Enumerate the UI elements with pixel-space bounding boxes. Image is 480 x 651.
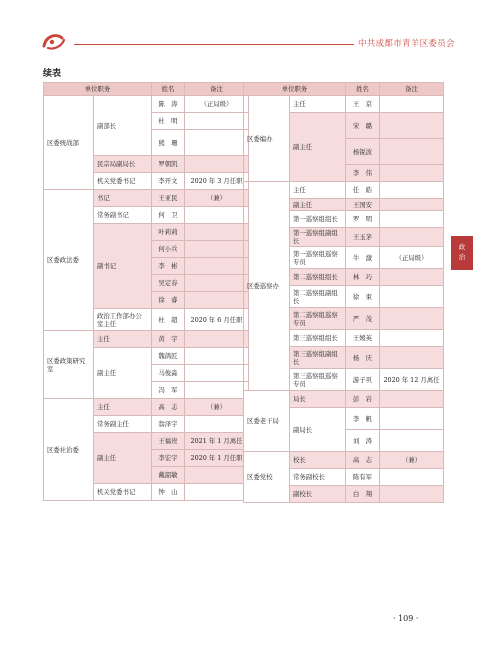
name-cell: 高 志 [346, 452, 380, 469]
name-cell: 陈有军 [346, 469, 380, 486]
table-row [44, 399, 249, 416]
note-cell: 2020 年 12 月离任 [380, 369, 444, 391]
table-row [244, 452, 444, 469]
org-title: 中共成都市青羊区委员会 [358, 39, 455, 49]
name-cell: 熊 珊 [152, 130, 185, 156]
name-cell: 高 志 [152, 399, 185, 416]
name-cell: 李宏宇 [152, 450, 185, 467]
name-cell: 李开文 [152, 173, 185, 190]
name-cell: 牛 激 [346, 247, 380, 269]
left-roster-table [43, 82, 249, 501]
name-cell: 吴定春 [152, 275, 185, 292]
table-row [44, 96, 249, 113]
table-row [244, 182, 444, 199]
name-cell: 马俊淼 [152, 365, 185, 382]
table-row [244, 96, 444, 113]
name-cell: 魏鸽匠 [152, 348, 185, 365]
name-cell: 何小兵 [152, 241, 185, 258]
note-cell: （正局级） [185, 96, 249, 113]
position-cell: 副局长 [290, 408, 346, 452]
name-cell: 游子巩 [346, 369, 380, 391]
position-cell: 第一巡察组副组长 [290, 228, 346, 247]
position-cell: 第二巡察组巡察专员 [290, 308, 346, 330]
name-cell: 宋 璐 [346, 113, 380, 139]
position-cell: 第一巡察组组长 [290, 211, 346, 228]
note-cell: （兼） [185, 399, 249, 416]
position-cell: 副书记 [94, 224, 152, 309]
position-cell: 机关党委书记 [94, 484, 152, 501]
position-cell: 校长 [290, 452, 346, 469]
note-cell: 2020 年 6 月任职 [185, 309, 249, 331]
col-header-name: 姓名 [346, 83, 380, 96]
col-header-note: 备注 [380, 83, 444, 96]
side-tab-line: 政 [458, 243, 466, 251]
position-cell: 第三巡察组组长 [290, 330, 346, 347]
name-cell: 叶莉莉 [152, 224, 185, 241]
position-cell: 第二巡察组副组长 [290, 286, 346, 308]
position-cell: 第一巡察组巡察专员 [290, 247, 346, 269]
name-cell: 罗朝凯 [152, 156, 185, 173]
name-cell: 杜 明 [152, 113, 185, 130]
name-cell: 王亚民 [152, 190, 185, 207]
note-cell: 2021 年 1 月离任 [185, 433, 249, 450]
name-cell: 罗 明 [346, 211, 380, 228]
unit-cell: 区委统战部 [44, 96, 94, 190]
unit-cell: 区委党校 [244, 452, 290, 503]
name-cell: 任 皓 [346, 182, 380, 199]
position-cell: 主任 [94, 399, 152, 416]
name-cell: 彭 岩 [346, 391, 380, 408]
col-header-name: 姓名 [152, 83, 185, 96]
name-cell: 王媛英 [346, 330, 380, 347]
position-cell: 书记 [94, 190, 152, 207]
name-cell: 刘 涛 [346, 430, 380, 452]
name-cell: 钟 山 [152, 484, 185, 501]
unit-cell: 区委老干局 [244, 391, 290, 452]
name-cell: 杨锐波 [346, 139, 380, 165]
position-cell: 第三巡察组巡察专员 [290, 369, 346, 391]
position-cell: 局长 [290, 391, 346, 408]
side-tab-line: 治 [458, 253, 466, 262]
name-cell: 徐 束 [346, 286, 380, 308]
position-cell: 政治工作部办公室主任 [94, 309, 152, 331]
position-cell: 主任 [94, 331, 152, 348]
name-cell: 陈 涛 [152, 96, 185, 113]
page-number: · 109 · [393, 614, 419, 623]
col-header-position: 单位职务 [244, 83, 346, 96]
note-cell: 2020 年 3 月任职 [185, 173, 249, 190]
unit-cell: 区委社治委 [44, 399, 94, 501]
table-row [44, 331, 249, 348]
position-cell: 副部长 [94, 96, 152, 156]
col-header-note: 备注 [185, 83, 249, 96]
unit-cell: 区委政策研究室 [44, 331, 94, 399]
page-header [0, 0, 480, 60]
table-header-row [244, 83, 444, 96]
position-cell: 副主任 [290, 113, 346, 182]
name-cell: 黄 宇 [152, 331, 185, 348]
name-cell: 冯 军 [152, 382, 185, 399]
chapter-side-tab [451, 236, 473, 270]
right-roster-table [243, 82, 444, 503]
note-cell: （兼） [380, 452, 444, 469]
name-cell: 李 彬 [152, 258, 185, 275]
name-cell: 严 茂 [346, 308, 380, 330]
name-cell: 杨 庆 [346, 347, 380, 369]
name-cell: 杜 超 [152, 309, 185, 331]
position-cell: 常务副主任 [94, 416, 152, 433]
name-cell: 徐 睿 [152, 292, 185, 309]
position-cell: 常务副书记 [94, 207, 152, 224]
table-header-row [44, 83, 249, 96]
name-cell: 白 翔 [346, 486, 380, 503]
header-rule [74, 44, 354, 45]
position-cell: 第二巡察组组长 [290, 269, 346, 286]
name-cell: 王 京 [346, 96, 380, 113]
section-title: 续表 [43, 69, 62, 79]
name-cell: 翁泽宇 [152, 416, 185, 433]
name-cell: 林 巧 [346, 269, 380, 286]
position-cell: 副主任 [94, 433, 152, 484]
name-cell: 王国安 [346, 199, 380, 211]
position-cell: 机关党委书记 [94, 173, 152, 190]
note-cell: 2020 年 1 月任职 [185, 450, 249, 467]
party-logo-icon [40, 30, 68, 52]
position-cell: 副主任 [94, 348, 152, 399]
unit-cell: 区委政法委 [44, 190, 94, 331]
name-cell: 李 帆 [346, 408, 380, 430]
col-header-position: 单位职务 [44, 83, 152, 96]
position-cell: 副主任 [290, 199, 346, 211]
position-cell: 主任 [290, 96, 346, 113]
position-cell: 副校长 [290, 486, 346, 503]
position-cell: 第三巡察组副组长 [290, 347, 346, 369]
name-cell: 李 伟 [346, 165, 380, 182]
table-row [44, 190, 249, 207]
position-cell: 民宗局副局长 [94, 156, 152, 173]
name-cell: 王玉茅 [346, 228, 380, 247]
position-cell: 常务副校长 [290, 469, 346, 486]
note-cell: （兼） [185, 190, 249, 207]
note-cell: （正局级） [380, 247, 444, 269]
name-cell: 何 卫 [152, 207, 185, 224]
table-row [244, 391, 444, 408]
unit-cell: 区委巡察办 [244, 182, 290, 391]
name-cell: 戴韶敏 [152, 467, 185, 484]
unit-cell: 区委编办 [244, 96, 290, 182]
position-cell: 主任 [290, 182, 346, 199]
name-cell: 王福贵 [152, 433, 185, 450]
